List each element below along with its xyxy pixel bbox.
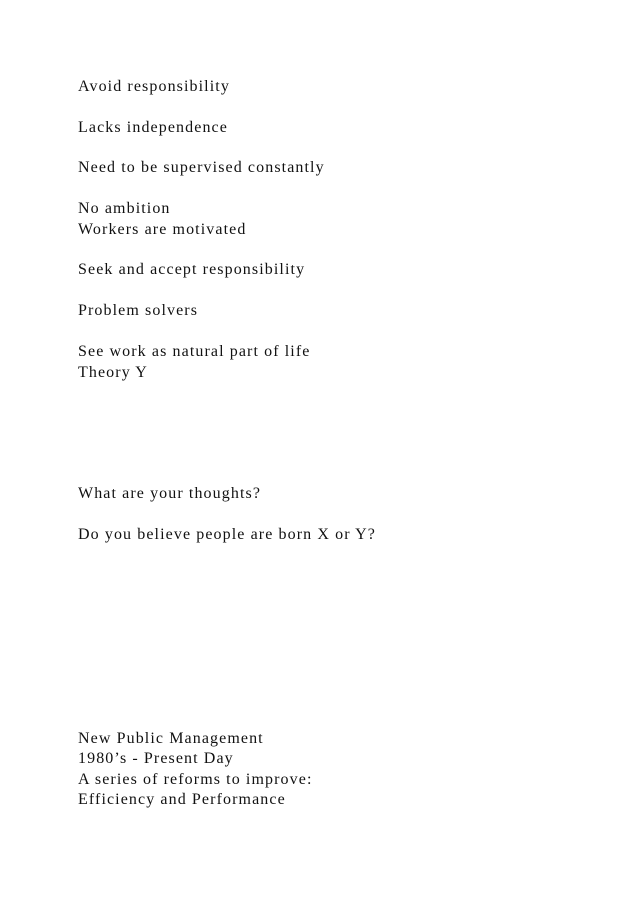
text-line: Lacks independence bbox=[78, 119, 228, 136]
text-line: Seek and accept responsibility bbox=[78, 261, 306, 278]
text-line: Avoid responsibility bbox=[78, 78, 230, 95]
text-line: Problem solvers bbox=[78, 302, 199, 319]
text-line: A series of reforms to improve: bbox=[78, 771, 313, 788]
text-line: Do you believe people are born X or Y? bbox=[78, 526, 377, 543]
text-heading: New Public Management bbox=[78, 730, 264, 747]
text-line: See work as natural part of life bbox=[78, 343, 311, 360]
text-line: What are your thoughts? bbox=[78, 485, 262, 502]
text-line: Workers are motivated bbox=[78, 221, 247, 238]
text-line: 1980’s - Present Day bbox=[78, 750, 234, 767]
text-line: Need to be supervised constantly bbox=[78, 159, 325, 176]
text-line: Efficiency and Performance bbox=[78, 791, 286, 808]
text-heading: Theory Y bbox=[78, 364, 148, 381]
text-line: No ambition bbox=[78, 200, 171, 217]
